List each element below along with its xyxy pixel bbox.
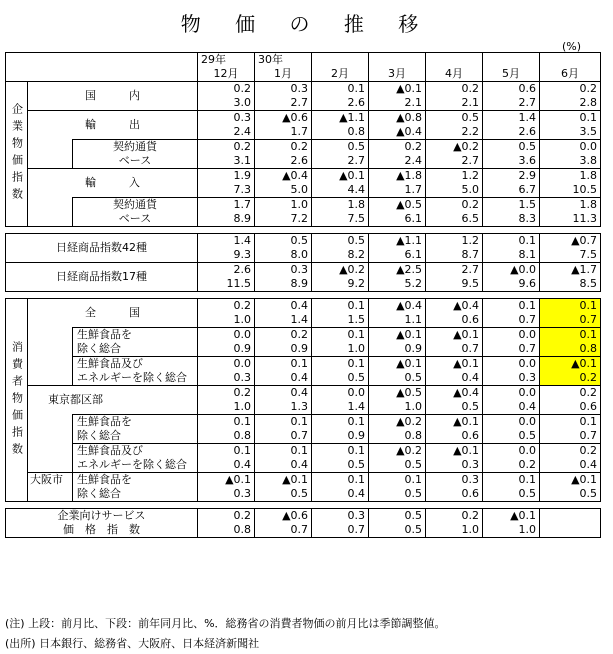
value-cell-mom: 1.4 bbox=[198, 234, 255, 249]
value-cell-mom: 0.1 bbox=[312, 415, 369, 430]
value-cell-mom: ▲0.1 bbox=[312, 169, 369, 184]
value-cell-mom: 0.1 bbox=[540, 111, 601, 126]
value-cell-mom: 0.5 bbox=[426, 111, 483, 126]
table-row bbox=[6, 154, 601, 169]
value-cell-yoy: 8.0 bbox=[255, 248, 312, 263]
value-cell-mom: 0.0 bbox=[483, 444, 540, 459]
value-cell-mom: 0.0 bbox=[483, 328, 540, 343]
header-year: 30年 bbox=[255, 53, 312, 68]
value-cell-mom: 1.2 bbox=[426, 169, 483, 184]
value-cell-mom: 0.1 bbox=[312, 357, 369, 372]
value-cell-mom: ▲0.5 bbox=[369, 198, 426, 213]
spacer bbox=[6, 227, 601, 234]
value-cell-yoy: 2.1 bbox=[369, 96, 426, 111]
value-cell-mom: ▲0.2 bbox=[312, 263, 369, 278]
value-cell-yoy: 5.0 bbox=[426, 183, 483, 198]
row-label-exfresh-energy: 生鮮食品及び bbox=[73, 444, 198, 459]
table-row bbox=[6, 371, 601, 386]
value-cell-mom: 0.1 bbox=[483, 473, 540, 488]
value-cell-mom: 0.2 bbox=[255, 140, 312, 155]
value-cell-mom: 0.3 bbox=[255, 263, 312, 278]
value-cell-yoy: 1.0 bbox=[312, 342, 369, 357]
value-cell-mom: ▲1.8 bbox=[369, 169, 426, 184]
value-cell-mom: 0.3 bbox=[198, 111, 255, 126]
value-cell-mom: 0.2 bbox=[426, 82, 483, 97]
value-cell-yoy: 0.5 bbox=[255, 487, 312, 502]
value-cell-mom: 0.3 bbox=[255, 82, 312, 97]
row-label-national: 全 国 bbox=[28, 299, 198, 328]
header-blank bbox=[312, 53, 369, 68]
value-cell-yoy: 0.7 bbox=[483, 313, 540, 328]
value-cell-yoy: ▲0.4 bbox=[369, 125, 426, 140]
value-cell-mom: ▲0.1 bbox=[369, 82, 426, 97]
value-cell-mom: ▲0.2 bbox=[426, 140, 483, 155]
value-cell-yoy: 2.8 bbox=[540, 96, 601, 111]
value-cell-yoy: 0.7 bbox=[255, 429, 312, 444]
row-label-import: 輸 入 bbox=[28, 169, 198, 198]
value-cell-yoy bbox=[540, 523, 601, 538]
value-cell-yoy: 2.7 bbox=[426, 154, 483, 169]
value-cell-yoy: 0.3 bbox=[483, 371, 540, 386]
value-cell-yoy: 0.5 bbox=[312, 458, 369, 473]
value-cell-yoy: 1.5 bbox=[312, 313, 369, 328]
value-cell-mom: 0.1 bbox=[255, 357, 312, 372]
spacer-row bbox=[6, 292, 601, 299]
header-year: 29年 bbox=[198, 53, 255, 68]
value-cell-mom: ▲0.1 bbox=[369, 357, 426, 372]
value-cell-yoy: 2.2 bbox=[426, 125, 483, 140]
table-row bbox=[6, 429, 601, 444]
value-cell-yoy: 0.9 bbox=[198, 342, 255, 357]
value-cell-yoy: 9.2 bbox=[312, 277, 369, 292]
value-cell-yoy: 8.5 bbox=[540, 277, 601, 292]
value-cell-yoy: 7.5 bbox=[312, 212, 369, 227]
value-cell-mom: 0.1 bbox=[312, 444, 369, 459]
value-cell-yoy: 11.3 bbox=[540, 212, 601, 227]
value-cell-mom: 0.2 bbox=[369, 140, 426, 155]
value-cell-mom: 0.1 bbox=[540, 415, 601, 430]
value-cell-mom: ▲0.2 bbox=[369, 444, 426, 459]
value-cell-yoy: 0.7 bbox=[483, 342, 540, 357]
header-month: 6月 bbox=[540, 67, 601, 82]
value-cell-mom: 0.1 bbox=[198, 415, 255, 430]
value-cell-yoy: 1.0 bbox=[198, 400, 255, 415]
value-cell-mom: 0.5 bbox=[369, 509, 426, 524]
row-label-domestic: 国 内 bbox=[28, 82, 198, 111]
value-cell-yoy: 1.4 bbox=[255, 313, 312, 328]
header-row-years bbox=[6, 53, 601, 68]
indent bbox=[28, 357, 73, 386]
indent bbox=[28, 328, 73, 357]
value-cell-yoy: 6.1 bbox=[369, 212, 426, 227]
value-cell-yoy: 8.3 bbox=[483, 212, 540, 227]
value-cell-yoy: 0.9 bbox=[369, 342, 426, 357]
value-cell-mom: ▲0.2 bbox=[369, 415, 426, 430]
value-cell-mom: ▲0.1 bbox=[198, 473, 255, 488]
value-cell-yoy: 0.5 bbox=[540, 487, 601, 502]
value-cell-mom: ▲1.1 bbox=[312, 111, 369, 126]
value-cell-yoy: 3.8 bbox=[540, 154, 601, 169]
header-blank bbox=[369, 53, 426, 68]
value-cell-mom: 0.2 bbox=[198, 140, 255, 155]
value-cell-mom: ▲1.1 bbox=[369, 234, 426, 249]
value-cell-yoy: 0.4 bbox=[255, 371, 312, 386]
value-cell-yoy: 1.3 bbox=[255, 400, 312, 415]
value-cell-mom: 0.1 bbox=[369, 473, 426, 488]
value-cell-mom: 0.0 bbox=[483, 386, 540, 401]
value-cell-mom: 0.1 bbox=[255, 444, 312, 459]
table-row bbox=[6, 458, 601, 473]
table-row bbox=[6, 263, 601, 278]
value-cell-yoy: 2.1 bbox=[426, 96, 483, 111]
value-cell-mom: ▲0.4 bbox=[255, 169, 312, 184]
value-cell-mom: 0.0 bbox=[483, 415, 540, 430]
value-cell-yoy: 2.7 bbox=[483, 96, 540, 111]
value-cell-mom: 2.9 bbox=[483, 169, 540, 184]
value-cell-yoy: 0.4 bbox=[483, 400, 540, 415]
value-cell-mom: 0.1 bbox=[312, 82, 369, 97]
header-month: 3月 bbox=[369, 67, 426, 82]
value-cell-mom: 0.2 bbox=[540, 386, 601, 401]
table-row bbox=[6, 342, 601, 357]
row-label-nikkei17: 日経商品指数17種 bbox=[6, 263, 198, 292]
price-table bbox=[5, 52, 601, 538]
header-corner bbox=[6, 53, 198, 82]
value-cell-mom: ▲0.7 bbox=[540, 234, 601, 249]
value-cell-mom: ▲0.5 bbox=[369, 386, 426, 401]
value-cell-mom: 1.8 bbox=[540, 198, 601, 213]
row-label-exfresh-energy: エネルギーを除く総合 bbox=[73, 371, 198, 386]
row-label-services: 企業向けサービス bbox=[6, 509, 198, 524]
value-cell-mom: 0.6 bbox=[483, 82, 540, 97]
value-cell-mom: 1.8 bbox=[540, 169, 601, 184]
value-cell-yoy: 0.6 bbox=[426, 429, 483, 444]
table-row bbox=[6, 140, 601, 155]
table-row bbox=[6, 299, 601, 314]
value-cell-mom: 0.2 bbox=[198, 386, 255, 401]
value-cell-yoy: 1.1 bbox=[369, 313, 426, 328]
value-cell-yoy: 7.3 bbox=[198, 183, 255, 198]
page-title: 物 価 の 推 移 bbox=[180, 12, 433, 36]
value-cell-mom bbox=[540, 509, 601, 524]
value-cell-mom: 0.0 bbox=[540, 140, 601, 155]
table-row bbox=[6, 169, 601, 184]
value-cell-yoy: 3.5 bbox=[540, 125, 601, 140]
value-cell-mom: ▲1.7 bbox=[540, 263, 601, 278]
value-cell-yoy: 6.7 bbox=[483, 183, 540, 198]
row-label-exfresh: 生鮮食品を bbox=[73, 415, 198, 430]
value-cell-yoy: 11.5 bbox=[198, 277, 255, 292]
value-cell-mom: 0.2 bbox=[198, 82, 255, 97]
value-cell-mom: 1.7 bbox=[198, 198, 255, 213]
value-cell-yoy: 3.6 bbox=[483, 154, 540, 169]
row-label-contract: 契約通貨 bbox=[73, 140, 198, 155]
indent bbox=[28, 140, 73, 169]
value-cell-yoy: 0.4 bbox=[255, 458, 312, 473]
row-label-contract: ベース bbox=[73, 154, 198, 169]
spacer-row bbox=[6, 502, 601, 509]
value-cell-yoy: 0.4 bbox=[312, 487, 369, 502]
value-cell-mom: 1.4 bbox=[483, 111, 540, 126]
row-label-exfresh: 生鮮食品を bbox=[73, 473, 198, 488]
value-cell-yoy: 1.7 bbox=[255, 125, 312, 140]
value-cell-yoy: 9.6 bbox=[483, 277, 540, 292]
value-cell-yoy: 10.5 bbox=[540, 183, 601, 198]
value-cell-yoy: 0.8 bbox=[198, 429, 255, 444]
value-cell-mom: ▲0.1 bbox=[483, 509, 540, 524]
value-cell-yoy: 0.5 bbox=[369, 487, 426, 502]
category-corporate: 企業物価指数 bbox=[6, 82, 28, 227]
row-label-contract: 契約通貨 bbox=[73, 198, 198, 213]
value-cell-yoy: 0.3 bbox=[426, 458, 483, 473]
value-cell-mom: 0.2 bbox=[426, 509, 483, 524]
value-cell-yoy: 2.7 bbox=[255, 96, 312, 111]
value-cell-mom: 0.1 bbox=[312, 328, 369, 343]
row-label-exfresh-energy: エネルギーを除く総合 bbox=[73, 458, 198, 473]
value-cell-yoy: 8.9 bbox=[198, 212, 255, 227]
row-label-exfresh: 除く総合 bbox=[73, 342, 198, 357]
row-label-exfresh: 生鮮食品を bbox=[73, 328, 198, 343]
value-cell-yoy: 1.7 bbox=[369, 183, 426, 198]
indent bbox=[28, 444, 73, 473]
table-row bbox=[6, 111, 601, 126]
indent bbox=[28, 198, 73, 227]
header-blank bbox=[483, 53, 540, 68]
table-row bbox=[6, 234, 601, 249]
value-cell-yoy: 8.7 bbox=[426, 248, 483, 263]
value-cell-yoy: 0.2 bbox=[483, 458, 540, 473]
row-label-nikkei42: 日経商品指数42種 bbox=[6, 234, 198, 263]
source-line: (出所) 日本銀行、総務省、大阪府、日本経済新聞社 bbox=[5, 637, 260, 650]
row-label-export: 輸 出 bbox=[28, 111, 198, 140]
table-row bbox=[6, 415, 601, 430]
value-cell-yoy: 0.8 bbox=[198, 523, 255, 538]
value-cell-mom: ▲0.6 bbox=[255, 509, 312, 524]
value-cell-mom: ▲0.1 bbox=[426, 328, 483, 343]
value-cell-mom: ▲2.5 bbox=[369, 263, 426, 278]
value-cell-yoy: 0.9 bbox=[312, 429, 369, 444]
table-row bbox=[6, 212, 601, 227]
value-cell-yoy: 8.1 bbox=[483, 248, 540, 263]
value-cell-yoy: 0.5 bbox=[369, 458, 426, 473]
row-label-tokyo: 東京都区部 bbox=[28, 386, 198, 415]
value-cell-yoy: 1.0 bbox=[369, 400, 426, 415]
row-label-services: 価 格 指 数 bbox=[6, 523, 198, 538]
value-cell-mom: ▲0.1 bbox=[369, 328, 426, 343]
value-cell-mom: 0.1 bbox=[483, 299, 540, 314]
value-cell-mom: 1.9 bbox=[198, 169, 255, 184]
header-month: 2月 bbox=[312, 67, 369, 82]
value-cell-mom: 0.0 bbox=[198, 357, 255, 372]
value-cell-yoy: 0.5 bbox=[483, 487, 540, 502]
header-month: 12月 bbox=[198, 67, 255, 82]
value-cell-mom: ▲0.8 bbox=[369, 111, 426, 126]
value-cell-mom: 1.5 bbox=[483, 198, 540, 213]
value-cell-mom: 0.1 bbox=[540, 299, 601, 314]
value-cell-mom: ▲0.4 bbox=[369, 299, 426, 314]
value-cell-yoy: 5.0 bbox=[255, 183, 312, 198]
value-cell-yoy: 2.6 bbox=[483, 125, 540, 140]
value-cell-yoy: 0.5 bbox=[483, 429, 540, 444]
value-cell-mom: 2.7 bbox=[426, 263, 483, 278]
value-cell-mom: 0.5 bbox=[483, 140, 540, 155]
value-cell-yoy: 0.7 bbox=[426, 342, 483, 357]
value-cell-mom: ▲0.1 bbox=[426, 415, 483, 430]
value-cell-mom: ▲0.4 bbox=[426, 299, 483, 314]
value-cell-yoy: 8.2 bbox=[312, 248, 369, 263]
value-cell-mom: 0.1 bbox=[255, 415, 312, 430]
value-cell-mom: 0.3 bbox=[312, 509, 369, 524]
value-cell-mom: 1.0 bbox=[255, 198, 312, 213]
value-cell-yoy: 0.7 bbox=[540, 313, 601, 328]
value-cell-yoy: 9.5 bbox=[426, 277, 483, 292]
spacer-row bbox=[6, 227, 601, 234]
value-cell-mom: 0.5 bbox=[312, 234, 369, 249]
value-cell-mom: 1.8 bbox=[312, 198, 369, 213]
footnotes bbox=[5, 614, 446, 654]
table-row bbox=[6, 473, 601, 488]
value-cell-yoy: 1.4 bbox=[312, 400, 369, 415]
value-cell-yoy: 0.4 bbox=[426, 371, 483, 386]
value-cell-yoy: 0.3 bbox=[198, 371, 255, 386]
value-cell-mom: 0.2 bbox=[426, 198, 483, 213]
value-cell-yoy: 0.6 bbox=[426, 487, 483, 502]
value-cell-yoy: 2.6 bbox=[255, 154, 312, 169]
table-row bbox=[6, 357, 601, 372]
category-cpi: 消費者物価指数 bbox=[6, 299, 28, 502]
value-cell-mom: 0.5 bbox=[312, 140, 369, 155]
value-cell-yoy: 0.7 bbox=[540, 429, 601, 444]
value-cell-yoy: 0.4 bbox=[198, 458, 255, 473]
value-cell-yoy: 0.7 bbox=[312, 523, 369, 538]
value-cell-yoy: 2.4 bbox=[198, 125, 255, 140]
table-row bbox=[6, 82, 601, 97]
value-cell-mom: 0.2 bbox=[255, 328, 312, 343]
value-cell-mom: ▲0.1 bbox=[426, 357, 483, 372]
value-cell-mom: 0.2 bbox=[198, 299, 255, 314]
value-cell-mom: ▲0.1 bbox=[426, 444, 483, 459]
value-cell-mom: 0.4 bbox=[255, 386, 312, 401]
header-blank bbox=[540, 53, 601, 68]
row-label-exfresh: 除く総合 bbox=[73, 487, 198, 502]
value-cell-mom: ▲0.0 bbox=[483, 263, 540, 278]
value-cell-yoy: 7.2 bbox=[255, 212, 312, 227]
header-month: 5月 bbox=[483, 67, 540, 82]
row-label-osaka: 大阪市 bbox=[28, 473, 73, 502]
value-cell-yoy: 2.4 bbox=[369, 154, 426, 169]
table-row bbox=[6, 328, 601, 343]
value-cell-mom: 0.0 bbox=[483, 357, 540, 372]
value-cell-mom: 0.1 bbox=[483, 234, 540, 249]
value-cell-yoy: 0.8 bbox=[540, 342, 601, 357]
table-row bbox=[6, 444, 601, 459]
value-cell-yoy: 2.6 bbox=[312, 96, 369, 111]
row-label-exfresh-energy: 生鮮食品及び bbox=[73, 357, 198, 372]
table-row bbox=[6, 487, 601, 502]
value-cell-mom: 0.0 bbox=[198, 328, 255, 343]
value-cell-mom: 0.3 bbox=[426, 473, 483, 488]
row-label-exfresh: 除く総合 bbox=[73, 429, 198, 444]
value-cell-yoy: 0.6 bbox=[426, 313, 483, 328]
value-cell-yoy: 0.5 bbox=[369, 523, 426, 538]
value-cell-yoy: 1.0 bbox=[483, 523, 540, 538]
value-cell-mom: 0.5 bbox=[255, 234, 312, 249]
value-cell-yoy: 3.0 bbox=[198, 96, 255, 111]
value-cell-mom: 0.0 bbox=[312, 386, 369, 401]
header-month: 1月 bbox=[255, 67, 312, 82]
value-cell-mom: 0.1 bbox=[312, 473, 369, 488]
value-cell-yoy: 0.5 bbox=[369, 371, 426, 386]
value-cell-yoy: 0.9 bbox=[255, 342, 312, 357]
header-blank bbox=[426, 53, 483, 68]
value-cell-yoy: 0.6 bbox=[540, 400, 601, 415]
value-cell-mom: ▲0.1 bbox=[540, 357, 601, 372]
note-line: (注) 上段：前月比、下段：前年同月比、%．総務省の消費者物価の前月比は季節調整値。 bbox=[5, 617, 446, 630]
value-cell-mom: 0.4 bbox=[255, 299, 312, 314]
header-month: 4月 bbox=[426, 67, 483, 82]
value-cell-mom: 1.2 bbox=[426, 234, 483, 249]
value-cell-mom: ▲0.1 bbox=[255, 473, 312, 488]
table-row bbox=[6, 523, 601, 538]
value-cell-yoy: 6.5 bbox=[426, 212, 483, 227]
value-cell-yoy: 0.8 bbox=[369, 429, 426, 444]
value-cell-yoy: 0.2 bbox=[540, 371, 601, 386]
table-row bbox=[6, 509, 601, 524]
table-row bbox=[6, 198, 601, 213]
spacer bbox=[6, 292, 601, 299]
value-cell-mom: ▲0.1 bbox=[540, 473, 601, 488]
value-cell-yoy: 3.1 bbox=[198, 154, 255, 169]
value-cell-yoy: 1.0 bbox=[426, 523, 483, 538]
indent bbox=[28, 415, 73, 444]
value-cell-yoy: 0.4 bbox=[540, 458, 601, 473]
value-cell-mom: 0.2 bbox=[540, 82, 601, 97]
row-label-contract: ベース bbox=[73, 212, 198, 227]
value-cell-yoy: 0.3 bbox=[198, 487, 255, 502]
value-cell-yoy: 0.5 bbox=[312, 371, 369, 386]
value-cell-yoy: 0.7 bbox=[255, 523, 312, 538]
value-cell-yoy: 9.3 bbox=[198, 248, 255, 263]
value-cell-mom: 2.6 bbox=[198, 263, 255, 278]
value-cell-mom: 0.1 bbox=[540, 328, 601, 343]
value-cell-yoy: 1.0 bbox=[198, 313, 255, 328]
spacer bbox=[6, 502, 601, 509]
value-cell-yoy: 6.1 bbox=[369, 248, 426, 263]
value-cell-mom: 0.1 bbox=[312, 299, 369, 314]
value-cell-mom: 0.2 bbox=[540, 444, 601, 459]
value-cell-mom: 0.2 bbox=[198, 509, 255, 524]
value-cell-yoy: 0.8 bbox=[312, 125, 369, 140]
value-cell-yoy: 4.4 bbox=[312, 183, 369, 198]
value-cell-yoy: 7.5 bbox=[540, 248, 601, 263]
value-cell-mom: 0.1 bbox=[198, 444, 255, 459]
table-row bbox=[6, 386, 601, 401]
value-cell-yoy: 8.9 bbox=[255, 277, 312, 292]
value-cell-yoy: 0.5 bbox=[426, 400, 483, 415]
value-cell-mom: ▲0.6 bbox=[255, 111, 312, 126]
value-cell-yoy: 5.2 bbox=[369, 277, 426, 292]
value-cell-yoy: 2.7 bbox=[312, 154, 369, 169]
value-cell-mom: ▲0.4 bbox=[426, 386, 483, 401]
unit-label: (%) bbox=[562, 40, 582, 53]
